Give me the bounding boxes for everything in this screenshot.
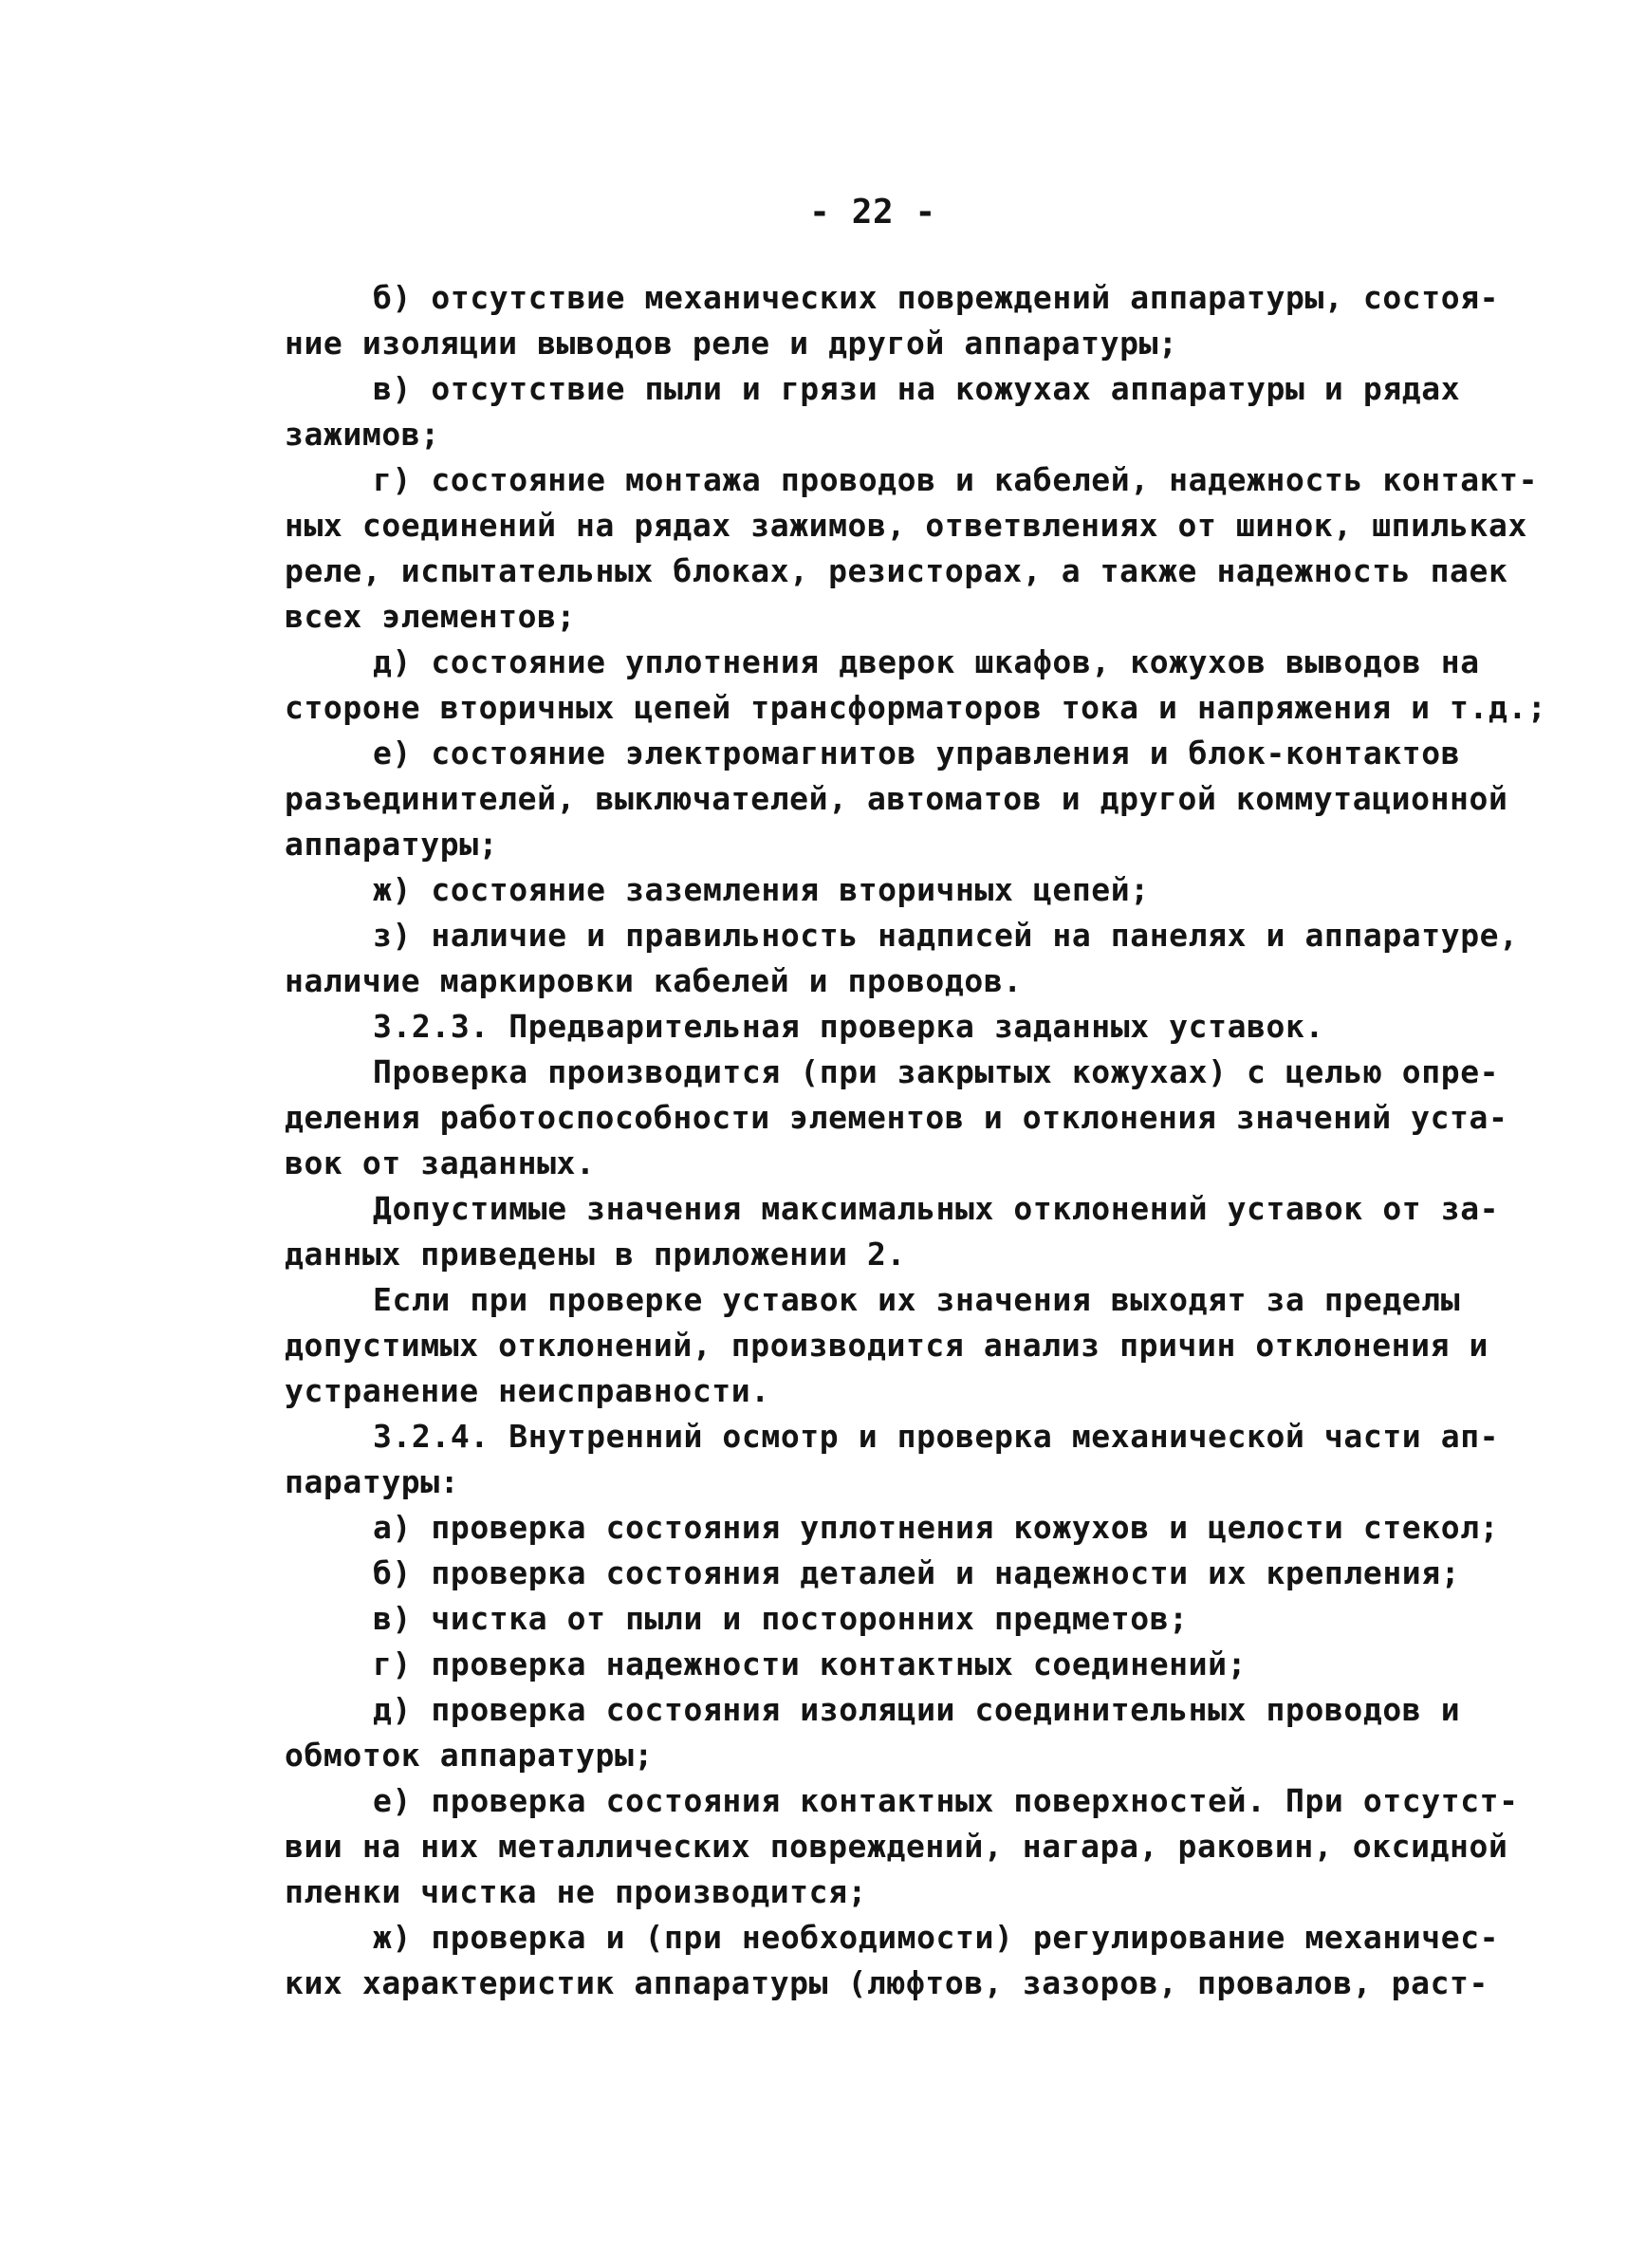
text-line: вок от заданных. xyxy=(285,1144,596,1181)
text-line: г) состояние монтажа проводов и кабелей, надежность контакт- xyxy=(373,461,1539,498)
text-line: ние изоляции выводов реле и другой аппаратуры; xyxy=(285,325,1178,362)
text-line: ких характеристик аппаратуры (люфтов, зазоров, провалов, раст- xyxy=(285,1964,1488,2001)
text-line: а) проверка состояния уплотнения кожухов и целости стекол; xyxy=(373,1509,1500,1546)
text-line: всех элементов; xyxy=(285,598,577,635)
text-line: ж) состояние заземления вторичных цепей; xyxy=(373,871,1150,908)
text-line: допустимых отклонений, производится анализ причин отклонения и xyxy=(285,1327,1488,1364)
text-line: в) чистка от пыли и посторонних предметов; xyxy=(373,1600,1189,1637)
text-line: аппаратуры; xyxy=(285,826,499,863)
text-line: реле, испытательных блоках, резисторах, а также надежность паек xyxy=(285,552,1508,589)
text-line: данных приведены в приложении 2. xyxy=(285,1236,906,1273)
section-heading-3-2-3: 3.2.3. Предварительная проверка заданных уставок. xyxy=(373,1008,1324,1045)
text-line: Проверка производится (при закрытых кожухах) с целью опре- xyxy=(373,1053,1500,1090)
text-line: устранение неисправности. xyxy=(285,1372,770,1409)
body-text xyxy=(285,275,1547,2006)
text-line: д) состояние уплотнения дверок шкафов, кожухов выводов на xyxy=(373,643,1480,680)
text-line: пленки чистка не производится; xyxy=(285,1873,868,1910)
page-number: - 22 - xyxy=(809,193,936,232)
text-line: д) проверка состояния изоляции соединительных проводов и xyxy=(373,1691,1461,1728)
text-line: Допустимые значения максимальных отклонений уставок от за- xyxy=(373,1190,1500,1227)
text-line: ж) проверка и (при необходимости) регулирование механичес- xyxy=(373,1919,1500,1956)
text-line: б) отсутствие механических повреждений аппаратуры, состоя- xyxy=(373,279,1500,316)
text-line: наличие маркировки кабелей и проводов. xyxy=(285,962,1023,999)
text-line: ных соединений на рядах зажимов, ответвлениях от шинок, шпильках xyxy=(285,507,1527,544)
text-line: г) проверка надежности контактных соединений; xyxy=(373,1645,1248,1682)
text-line: разъединителей, выключателей, автоматов и другой коммутационной xyxy=(285,780,1508,817)
text-line: б) проверка состояния деталей и надежности их крепления; xyxy=(373,1554,1461,1591)
section-heading-3-2-4: 3.2.4. Внутренний осмотр и проверка механической части ап- xyxy=(373,1418,1500,1455)
text-line: деления работоспособности элементов и отклонения значений уста- xyxy=(285,1099,1508,1136)
text-line: е) проверка состояния контактных поверхностей. При отсутст- xyxy=(373,1782,1519,1819)
text-line: стороне вторичных цепей трансформаторов тока и напряжения и т.д.; xyxy=(285,689,1547,726)
text-line: паратуры: xyxy=(285,1463,460,1500)
text-line: зажимов; xyxy=(285,416,440,453)
text-line: е) состояние электромагнитов управления и блок-контактов xyxy=(373,734,1461,771)
text-line: вии на них металлических повреждений, нагара, раковин, оксидной xyxy=(285,1828,1508,1865)
text-line: Если при проверке уставок их значения выходят за пределы xyxy=(373,1281,1461,1318)
text-line: з) наличие и правильность надписей на панелях и аппаратуре, xyxy=(373,917,1519,954)
text-line: в) отсутствие пыли и грязи на кожухах аппаратуры и рядах xyxy=(373,370,1461,407)
text-line: обмоток аппаратуры; xyxy=(285,1737,654,1774)
